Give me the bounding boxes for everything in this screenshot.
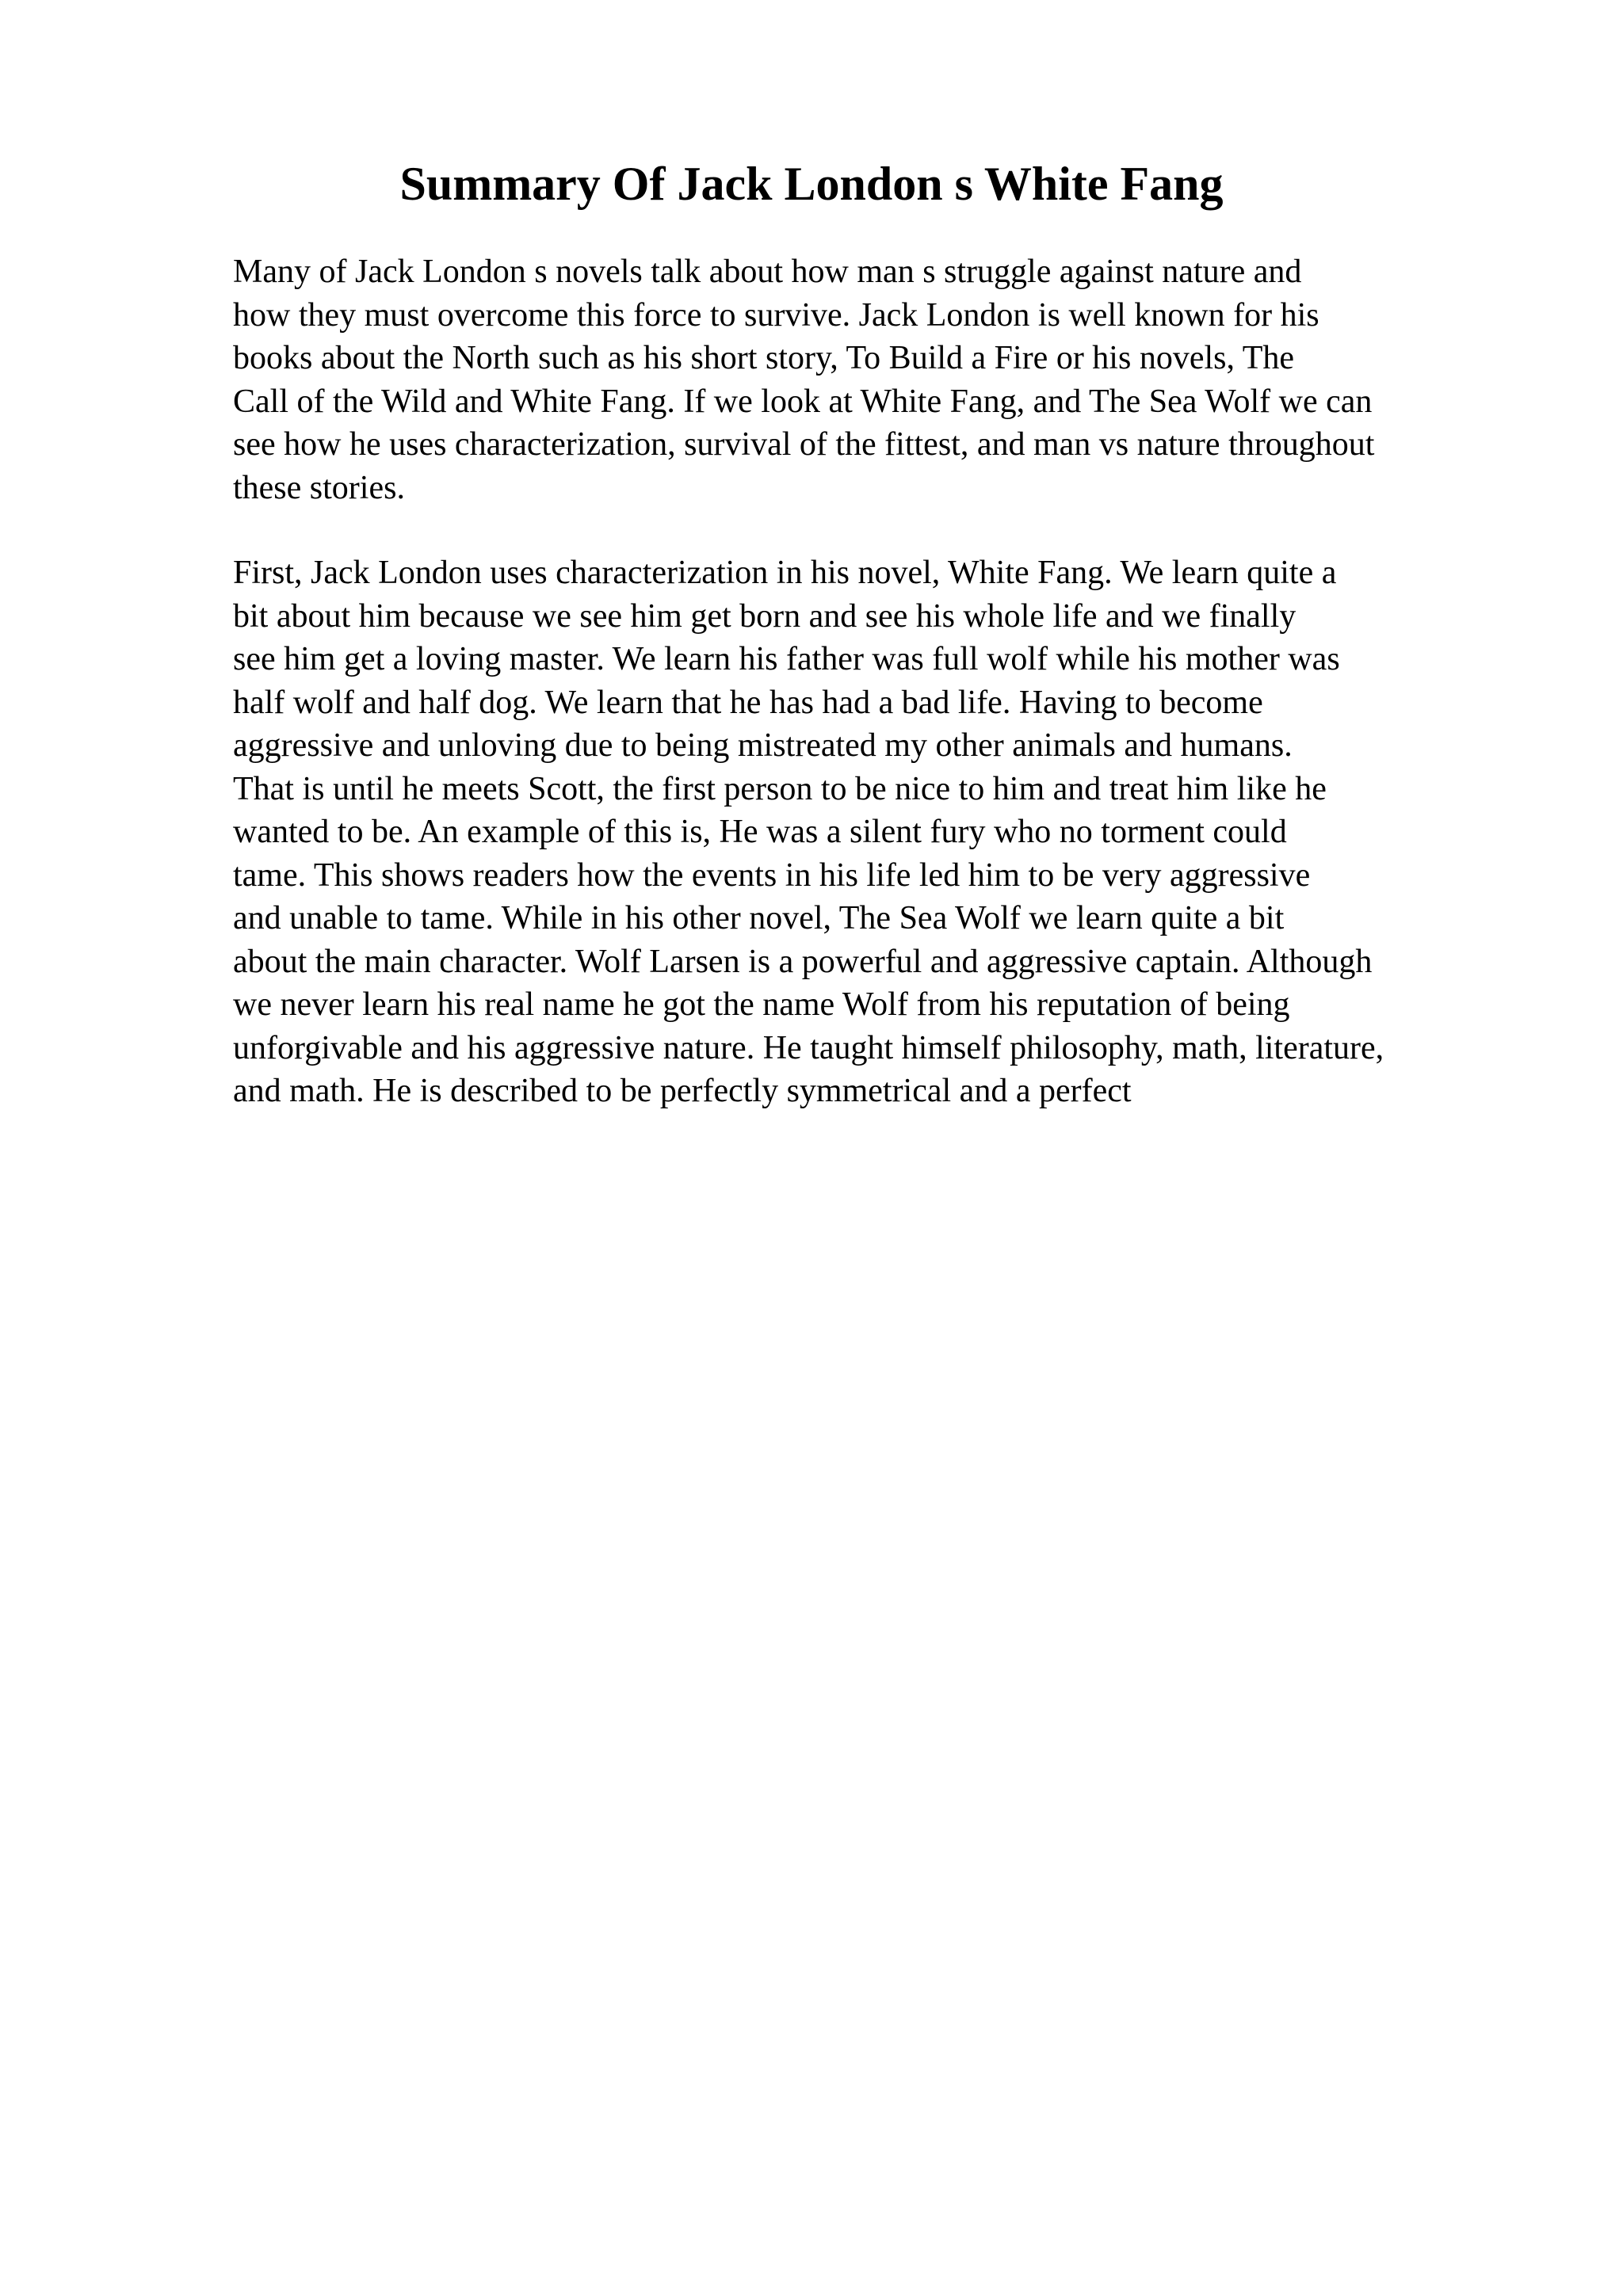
page-title: Summary Of Jack London s White Fang <box>399 158 1224 210</box>
paragraph-line: half wolf and half dog. We learn that he has had a bad life. Having to become <box>233 684 1263 721</box>
paragraph-line: we never learn his real name he got the name Wolf from his reputation of being <box>233 986 1290 1023</box>
paragraph-line: see him get a loving master. We learn his father was full wolf while his mother was <box>233 641 1340 677</box>
paragraph-line: about the main character. Wolf Larsen is a powerful and aggressive captain. Although <box>233 943 1373 980</box>
paragraph-line: That is until he meets Scott, the first person to be nice to him and treat him like he <box>233 770 1327 807</box>
paragraph-line: wanted to be. An example of this is, He was a silent fury who no torment could <box>233 814 1287 850</box>
paragraph-line: these stories. <box>233 469 405 506</box>
paragraph-line: bit about him because we see him get born and see his whole life and we finally <box>233 597 1296 635</box>
paragraph-line: Many of Jack London s novels talk about how man s struggle against nature and <box>233 254 1302 290</box>
paragraph-line: and unable to tame. While in his other novel, The Sea Wolf we learn quite a bit <box>233 900 1285 936</box>
paragraph-line: and math. He is described to be perfectly symmetrical and a perfect <box>233 1073 1132 1109</box>
paragraph-line: Call of the Wild and White Fang. If we look at White Fang, and The Sea Wolf we can <box>233 383 1373 420</box>
paragraph-line: unforgivable and his aggressive nature. He taught himself philosophy, math, literature, <box>233 1029 1384 1066</box>
paragraph-line: see how he uses characterization, survival of the fittest, and man vs nature throughout <box>233 426 1375 463</box>
paragraph-line: First, Jack London uses characterization in his novel, White Fang. We learn quite a <box>233 555 1337 591</box>
paragraph-line: books about the North such as his short story, To Build a Fire or his novels, The <box>233 340 1295 376</box>
paragraph-line: aggressive and unloving due to being mistreated my other animals and humans. <box>233 727 1293 764</box>
paragraph-1 <box>233 250 1596 509</box>
paragraph-line: tame. This shows readers how the events in his life led him to be very aggressive <box>233 856 1311 894</box>
paragraph-line: how they must overcome this force to survive. Jack London is well known for his <box>233 296 1319 334</box>
paragraph-2 <box>233 551 1596 1113</box>
